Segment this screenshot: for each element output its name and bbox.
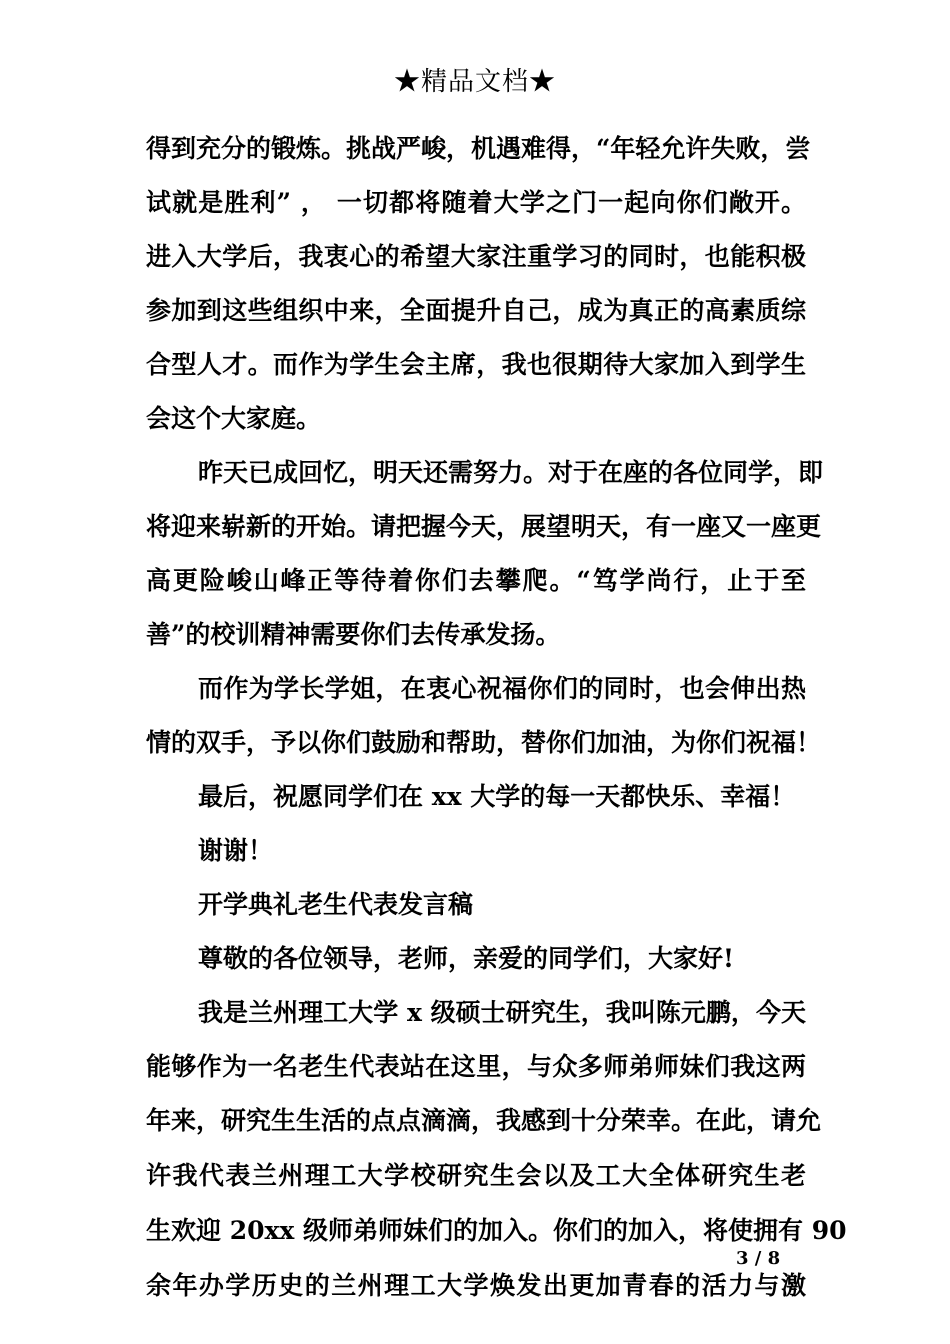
text-line: 进入大学后，我衷心的希望大家注重学习的同时，也能积极 (146, 242, 806, 271)
text-line: 最后，祝愿同学们在 xx 大学的每一天都快乐、幸福！ (198, 782, 796, 811)
text-line: 会这个大家庭。 (146, 404, 322, 433)
document-body (146, 122, 847, 1313)
text-line: 生欢迎 20xx 级师弟师妹们的加入。你们的加入，将使拥有 90 (146, 1216, 847, 1245)
text-line: 合型人才。而作为学生会主席，我也很期待大家加入到学生 (146, 350, 806, 379)
text-line: 年来，研究生生活的点点滴滴，我感到十分荣幸。在此，请允 (146, 1106, 822, 1135)
text-line: 而作为学长学姐，在衷心祝福你们的同时，也会伸出热 (198, 674, 806, 703)
text-line: 我是兰州理工大学 x 级硕士研究生，我叫陈元鹏，今天 (198, 998, 806, 1027)
text-line: 尊敬的各位领导，老师，亲爱的同学们，大家好! (198, 944, 734, 973)
text-line: 许我代表兰州理工大学校研究生会以及工大全体研究生老 (146, 1161, 806, 1190)
text-line: 将迎来崭新的开始。请把握今天，展望明天，有一座又一座更 (146, 512, 822, 541)
text-line: 余年办学历史的兰州理工大学焕发出更加青春的活力与激 (146, 1271, 806, 1300)
text-line: 情的双手，予以你们鼓励和帮助，替你们加油，为你们祝福！ (146, 728, 822, 757)
page-number: 3 / 8 (736, 1248, 781, 1269)
text-line: 高更险峻山峰正等待着你们去攀爬。“笃学尚行，止于至 (146, 566, 806, 595)
text-line: 得到充分的锻炼。挑战严峻，机遇难得，“年轻允许失败，尝 (146, 134, 811, 163)
text-line: 善”的校训精神需要你们去传承发扬。 (146, 620, 561, 649)
text-line: 谢谢！ (198, 836, 274, 865)
text-line: 试就是胜利” ， 一切都将随着大学之门一起向你们敞开。 (146, 188, 806, 217)
page-header-title: ★精品文档★ (393, 67, 556, 97)
section-heading: 开学典礼老生代表发言稿 (198, 890, 474, 919)
text-line: 昨天已成回忆，明天还需努力。对于在座的各位同学，即 (198, 458, 824, 487)
text-line: 参加到这些组织中来，全面提升自己，成为真正的高素质综 (146, 296, 806, 325)
text-line: 能够作为一名老生代表站在这里，与众多师弟师妹们我这两 (146, 1052, 806, 1081)
